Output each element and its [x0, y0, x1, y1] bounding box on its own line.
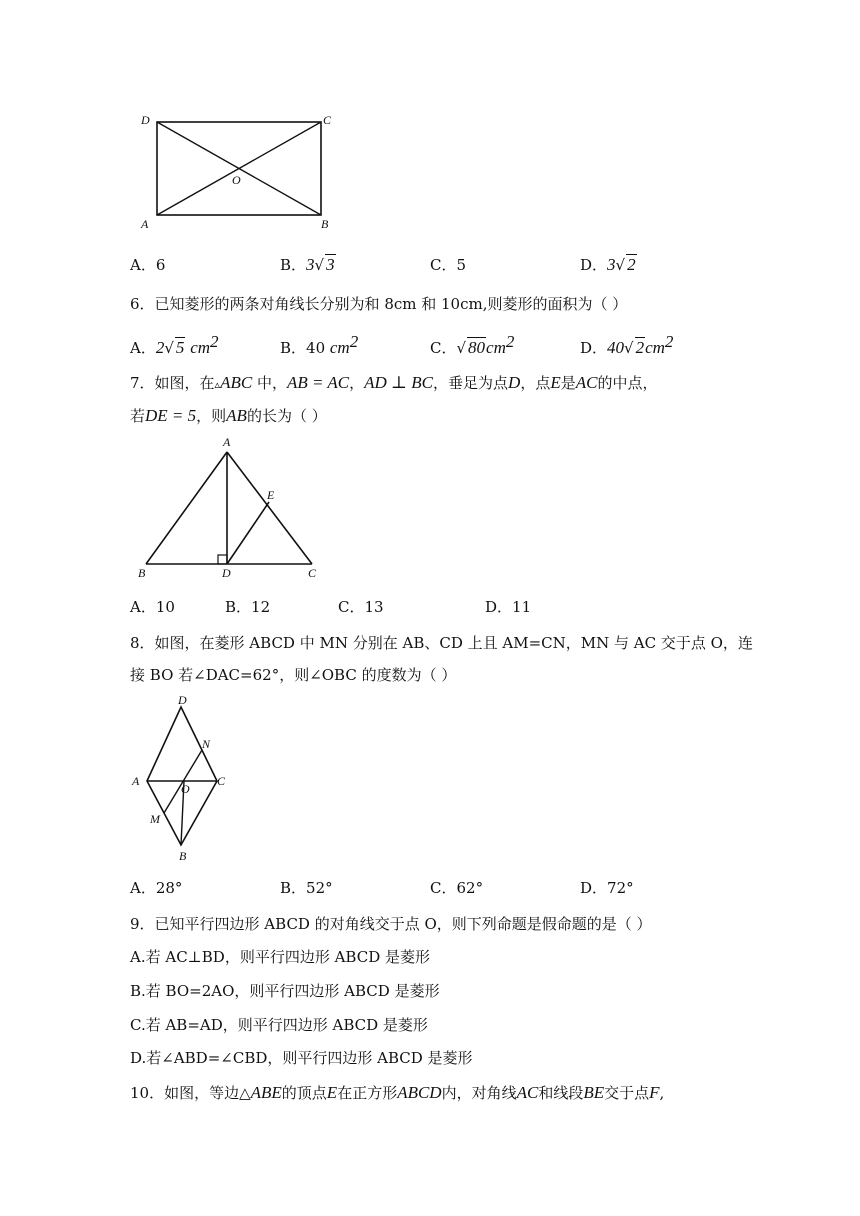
- fig5-label-c: C: [323, 113, 332, 127]
- fig8-label-o: O: [181, 782, 190, 796]
- q5-option-d-label: D．: [580, 256, 608, 274]
- q6-option-d: D．40√ $2cm^2$: [580, 332, 674, 357]
- fig5-label-b: B: [321, 217, 329, 231]
- q8-option-b: B．52°: [280, 879, 333, 897]
- rectangle-figure: [135, 108, 345, 233]
- q5-option-d: D．3√ 2: [580, 255, 636, 274]
- fig7-label-a: A: [223, 435, 231, 449]
- q6-stem: 6．已知菱形的两条对角线长分别为和 8cm 和 10cm,则菱形的面积为（ ）: [130, 295, 628, 313]
- fig7-label-c: C: [308, 566, 317, 580]
- fig8-label-d: D: [178, 693, 187, 707]
- q5-option-a: A．6: [130, 256, 166, 274]
- q9-option-b: B.若 BO=2AO，则平行四边形 ABCD 是菱形: [130, 982, 440, 1000]
- q7-option-b: B．12: [225, 598, 271, 616]
- fig8-label-a: A: [132, 774, 140, 788]
- q9-option-c: C.若 AB=AD，则平行四边形 ABCD 是菱形: [130, 1016, 428, 1034]
- q5-option-b-coef: 3: [306, 255, 315, 274]
- fig5-label-a: A: [141, 217, 149, 231]
- q8-stem-line2: 接 BO 若∠DAC=62°，则∠OBC 的度数为（ ）: [130, 666, 457, 684]
- triangle-figure: [132, 432, 327, 582]
- q7-stem-line1: 7．如图，在▵ABC 中，AB = AC，AD ⊥ BC，垂足为点D，点E是AC的中点，: [130, 373, 658, 392]
- fig5-label-d: D: [141, 113, 150, 127]
- q6-option-a: A．2√ 5 $cm^2$: [130, 332, 219, 357]
- q7-option-c: C．13: [338, 598, 384, 616]
- fig7-label-e: E: [267, 488, 275, 502]
- fig8-label-n: N: [202, 737, 211, 751]
- q7-option-a: A．10: [130, 598, 175, 616]
- fig7-label-b: B: [138, 566, 146, 580]
- fig8-label-m: M: [150, 812, 160, 826]
- q7-option-d: D．11: [485, 598, 532, 616]
- q6-option-b: B．40 $cm^2$: [280, 332, 359, 357]
- q7-stem-line2: 若DE = 5，则AB的长为（ ）: [130, 406, 327, 425]
- q8-stem-line1: 8．如图，在菱形 ABCD 中 MN 分别在 AB、CD 上且 AM=CN，MN 与 AC 交于点 O，连: [130, 634, 753, 652]
- rhombus-figure: [128, 692, 238, 867]
- q9-option-d: D.若∠ABD=∠CBD，则平行四边形 ABCD 是菱形: [130, 1049, 473, 1067]
- fig5-label-o: O: [232, 173, 241, 187]
- q8-option-d: D．72°: [580, 879, 634, 897]
- fig7-label-d: D: [222, 566, 231, 580]
- q5-option-b-radicand: 3: [326, 255, 335, 274]
- q5-option-c: C．5: [430, 256, 467, 274]
- q9-stem: 9．已知平行四边形 ABCD 的对角线交于点 O，则下列命题是假命题的是（ ）: [130, 915, 652, 933]
- q9-option-a: A.若 AC⊥BD，则平行四边形 ABCD 是菱形: [130, 948, 431, 966]
- q8-option-c: C．62°: [430, 879, 484, 897]
- q10-stem: 10．如图，等边△ABE的顶点E在正方形ABCD内，对角线AC和线段BE交于点F,: [130, 1083, 665, 1102]
- q5-option-d-radicand: 2: [627, 255, 636, 274]
- q5-option-d-coef: 3: [607, 255, 616, 274]
- q5-option-b-label: B．: [280, 256, 307, 274]
- q5-option-b: B．3√ 3: [280, 255, 335, 274]
- fig8-label-c: C: [217, 774, 226, 788]
- q8-option-a: A．28°: [130, 879, 183, 897]
- q6-option-c: C．√ $80cm^2$: [430, 332, 515, 357]
- fig8-label-b: B: [179, 849, 187, 863]
